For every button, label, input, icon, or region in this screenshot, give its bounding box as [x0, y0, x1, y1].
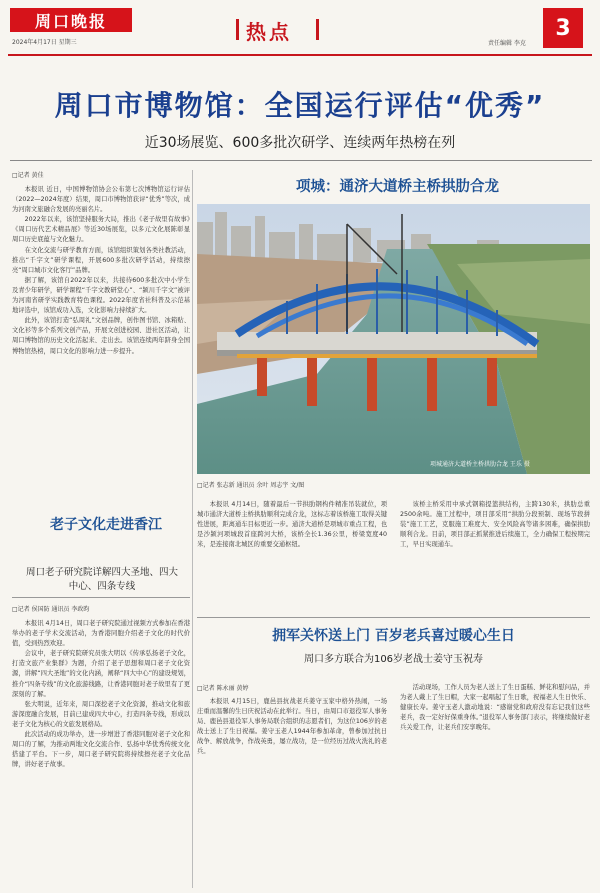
issue-date: 2024年4月17日 星期三	[12, 39, 77, 46]
laozi-paragraph: 会议中，老子研究院研究员张大明以《传承弘扬老子文化，打造文旅产业集群》为题，介绍了老子思想和周口老子文化资源，讲解“四大圣地”的文化内涵，阐释“四大中心”的建设规划，推介“四条专线”的文化旅游线路，让香港同胞对老子故里有了更深刻的了解。	[12, 650, 190, 698]
headline-rule	[10, 160, 592, 161]
laozi-paragraph: 本报讯 4月14日，周口老子研究院通过视频方式参加在香港举办的老子学术交流活动，为香港同胞介绍老子文化的时代价值，受到热烈欢迎。	[12, 620, 190, 648]
section-title: 热点	[246, 20, 292, 44]
column-divider	[192, 170, 193, 888]
lead-headline: 周口市博物馆：全国运行评估“优秀”	[54, 89, 546, 122]
editor-credit: 责任编辑 李克	[488, 40, 526, 47]
section-divider-right	[316, 19, 319, 40]
laozi-paragraph: 此次活动的成功举办，进一步增进了香港同胞对老子文化和周口的了解，为推动两地文化交流合作、弘扬中华优秀传统文化搭建了平台。下一步，周口老子研究院将持续擦亮老子文化品牌，讲好老子故事。	[12, 731, 190, 769]
museum-paragraph: 据了解，该馆自2022年以来，共接待600多批次中小学生及青少年研学，研学课程“千字文教研堂心”、“颍川千字文”被评为河南省研学实践教育特色课程。2022年度省社科普及示范基地评选中，该馆成功入选，文化影响力持续扩大。	[12, 276, 190, 315]
veteran-headline: 拥军关怀送上门 百岁老兵喜过暖心生日	[272, 628, 515, 644]
photo-caption: 项城通济大道桥主桥拱肋合龙 王乐 摄	[430, 461, 530, 468]
museum-paragraph: 此外，该馆打造“弘周礼”文创品牌，创作图书馆、冰箱贴、文化衫等多个系列文创产品，开展文创进校园、进社区活动，让周口博物馆的历史文化活起来、走出去。该馆连续两年跻身全国博物馆热榜，周口文化的影响力进一步提升。	[12, 317, 190, 355]
page-number: 3	[543, 8, 583, 48]
museum-paragraph: 2022年以来，该馆坚持服务大局，推出《老子故里有故事》《周口历代艺术精品展》等近30场展览，以多元文化展陈彰显周口历史底蕴与文化魅力。	[12, 216, 190, 244]
bridge-photo-illustration	[197, 204, 590, 474]
lead-subheadline: 近30场展览、600多批次研学、连续两年热榜在列	[144, 135, 456, 151]
laozi-article	[12, 604, 190, 770]
museum-paragraph: 在文化交流与研学教育方面，该馆组织策划各类社教活动，推出“千字文”研学课程，开展600多批次研学活动，持续擦亮“周口城市文化客厅”品牌。	[12, 246, 190, 274]
veteran-column-2	[400, 683, 590, 733]
veteran-paragraph: 本报讯 4月15日，鹿邑县抗战老兵姜守玉家中格外热闹，一场庄重而温馨的生日庆祝活动在此举行。当日，由周口市退役军人事务局、鹿邑县退役军人事务局联合组织的志愿者们，为这位106岁的老战士送上了生日祝福。姜守玉老人1944年参加革命，曾参加过抗日战争、解放战争，作战英勇，屡立战功，是一位经历过战火洗礼的老兵。	[197, 698, 387, 756]
bridge-byline: □记者 张志新 通讯员 余叶 周志宇 文/图	[197, 482, 305, 489]
bridge-column-2	[400, 500, 590, 550]
laozi-rule	[12, 597, 190, 598]
bridge-article	[197, 480, 590, 489]
veteran-rule	[197, 617, 590, 618]
bridge-column-1	[197, 500, 387, 550]
museum-paragraph: 本报讯 近日，中国博物馆协会公布第七次博物馆运行评估（2022—2024年度）结果，周口市博物馆获评“优秀”等次，成为河南文旅融合发展的亮丽名片。	[12, 186, 190, 214]
newspaper-logo: 周口晚报	[10, 8, 132, 32]
bridge-photo	[197, 204, 590, 474]
section-divider-left	[236, 19, 239, 40]
bridge-headline: 项城：通济大道桥主桥拱肋合龙	[296, 179, 499, 195]
laozi-subheadline: 周口老子研究院详解四大圣地、四大中心、四条专线	[25, 567, 178, 592]
masthead	[0, 0, 600, 54]
bridge-paragraph: 本报讯 4月14日，随着最后一节拱肋钢构件精准吊装就位，项城市通济大道桥主桥拱肋顺利完成合龙，这标志着该桥施工取得关键性进展，距离通车目标更近一步。通济大道桥是项城市重点工程，也是沙颍河项城段首座跨河大桥，该桥全长1.36公里，桥梁宽度40米，是连接南北城区的重要交通枢纽。	[197, 501, 387, 549]
veteran-paragraph: 活动现场，工作人员为老人送上了生日蛋糕、鲜花和慰问品，并为老人戴上了生日帽，大家一起唱起了生日歌，祝福老人生日快乐、健康长寿。姜守玉老人激动地说：“感谢党和政府没有忘记我们这些老兵，我一定好好保重身体。”退役军人事务部门表示，将继续做好老兵关爱工作，让老兵们安享晚年。	[400, 684, 590, 732]
laozi-paragraph: 张大明说，近年来，周口深挖老子文化资源，推动文化和旅游深度融合发展，目前已建成四大中心，打造四条专线，形成以老子文化为核心的文旅发展格局。	[12, 700, 190, 728]
museum-article	[12, 170, 190, 357]
laozi-headline: 老子文化走进香江	[50, 517, 162, 533]
bridge-paragraph: 该桥主桥采用中承式钢箱提篮拱结构，主跨130米，拱肋总重2500余吨。施工过程中，项目部采用“拱肋分段预制、现场节段拼装”施工工艺，克服施工难度大、安全风险高等诸多困难，确保拱肋顺利合龙。目前，项目部正抓紧推进后续施工，全力确保工程按期完工，早日实现通车。	[400, 501, 590, 549]
museum-byline: □记者 黄佳	[12, 172, 44, 179]
veteran-column-1	[197, 683, 387, 758]
header-rule	[8, 54, 592, 56]
veteran-byline: □记者 陈永丽 黄婷	[197, 685, 249, 692]
veteran-subheadline: 周口多方联合为106岁老战士姜守玉祝寿	[303, 654, 484, 665]
laozi-byline: □记者 侯国防 通讯员 李政昀	[12, 606, 90, 613]
